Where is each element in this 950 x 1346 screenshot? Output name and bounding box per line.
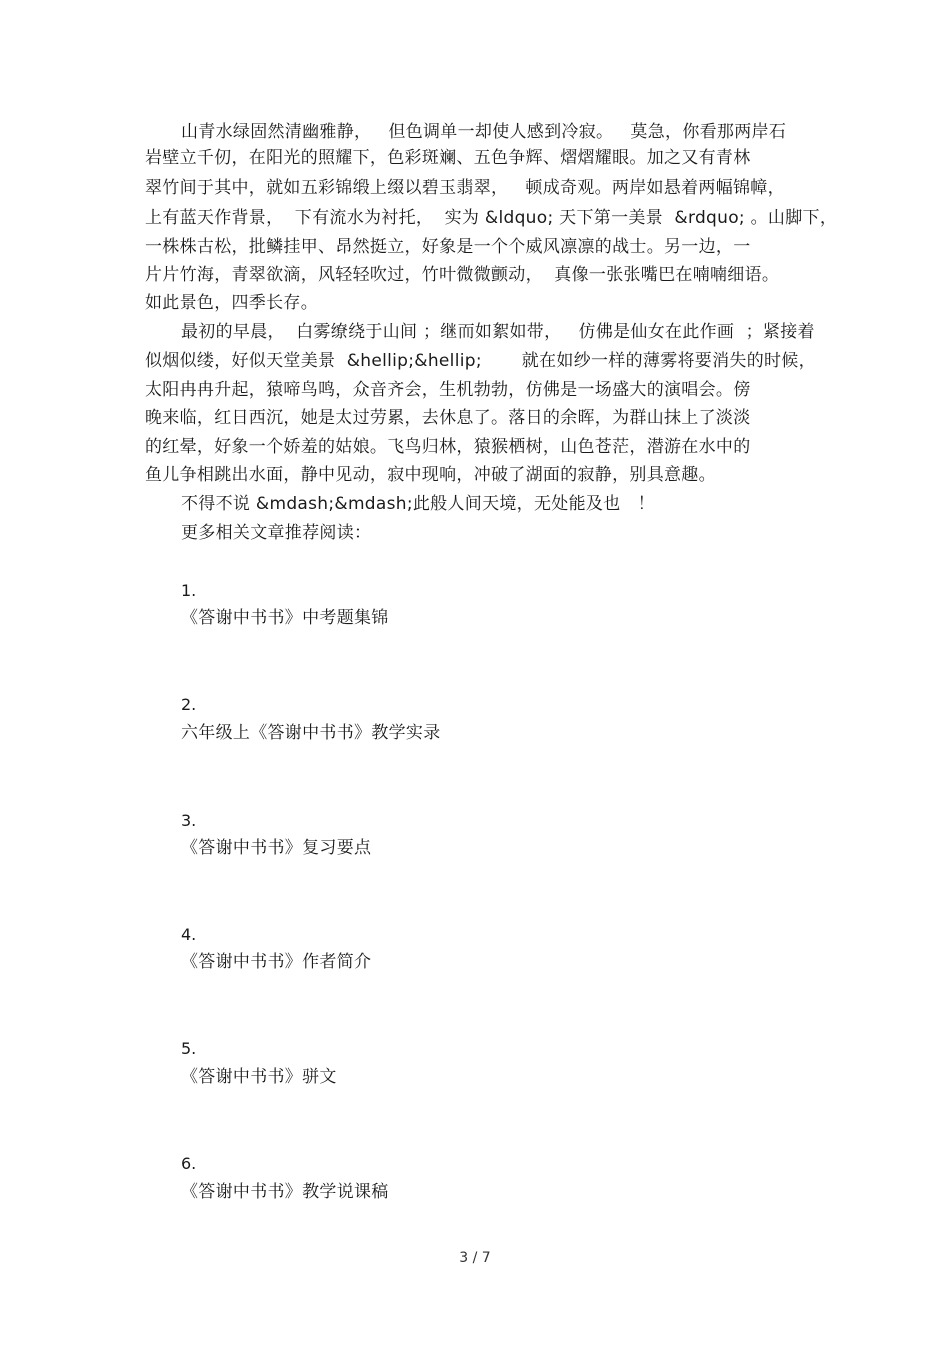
related-article-title[interactable]: 《答谢中书书》骈文	[181, 1067, 337, 1087]
related-article-title[interactable]: 《答谢中书书》复习要点	[181, 838, 372, 858]
related-article-number: 2.	[181, 695, 197, 714]
related-article-number: 4.	[181, 925, 197, 944]
related-article-title[interactable]: 《答谢中书书》中考题集锦	[181, 608, 389, 628]
paragraph-line: 上有蓝天作背景， 下有流水为衬托， 实为 &ldquo; 天下第一美景 &rdquo; 。山脚下，	[145, 208, 838, 228]
paragraph-line: 似烟似缕，好似天堂美景 &hellip;&hellip; 就在如纱一样的薄雾将要消失的时候，	[145, 351, 816, 371]
paragraph-line: 鱼儿争相跳出水面，静中见动，寂中现响，冲破了湖面的寂静，别具意趣。	[145, 465, 716, 485]
paragraph-line: 晚来临，红日西沉，她是太过劳累，去休息了。落日的余晖，为群山抹上了淡淡	[145, 408, 751, 428]
page-indicator: 3 / 7	[459, 1250, 491, 1266]
related-article-number: 1.	[181, 581, 197, 600]
related-article-number: 5.	[181, 1039, 197, 1058]
paragraph-3: 不得不说 &mdash;&mdash;此般人间天境，无处能及也 ！	[181, 494, 655, 514]
related-article-number: 3.	[181, 811, 197, 830]
paragraph-line: 一株株古松，批鳞挂甲、昂然挺立，好象是一个个威风凛凛的战士。另一边，一	[145, 237, 751, 257]
related-article-number: 6.	[181, 1154, 197, 1173]
paragraph-line: 的红晕，好象一个娇羞的姑娘。飞鸟归林，猿猴栖树，山色苍茫，潜游在水中的	[145, 437, 751, 457]
paragraph-line: 山青水绿固然清幽雅静， 但色调单一却使人感到冷寂。 莫急，你看那两岸石	[181, 122, 787, 142]
related-heading: 更多相关文章推荐阅读：	[181, 523, 372, 543]
related-article-title[interactable]: 《答谢中书书》教学说课稿	[181, 1182, 389, 1202]
paragraph-line: 最初的早晨， 白雾缭绕于山间 ；继而如絮如带， 仿佛是仙女在此作画 ；紧接着	[181, 322, 815, 342]
paragraph-line: 片片竹海，青翠欲滴，风轻轻吹过，竹叶微微颤动， 真像一张张嘴巴在喃喃细语。	[145, 265, 780, 285]
paragraph-line: 如此景色，四季长存。	[145, 293, 318, 313]
paragraph-line: 太阳冉冉升起，猿啼鸟鸣，众音齐会，生机勃勃，仿佛是一场盛大的演唱会。傍	[145, 380, 751, 400]
related-article-title[interactable]: 六年级上《答谢中书书》教学实录	[181, 723, 441, 743]
paragraph-line: 岩壁立千仞，在阳光的照耀下，色彩斑斓、五色争辉、熠熠耀眼。加之又有青林	[145, 148, 751, 168]
paragraph-line: 翠竹间于其中，就如五彩锦缎上缀以碧玉翡翠， 顿成奇观。两岸如悬着两幅锦幛，	[145, 178, 785, 198]
related-article-title[interactable]: 《答谢中书书》作者简介	[181, 952, 372, 972]
